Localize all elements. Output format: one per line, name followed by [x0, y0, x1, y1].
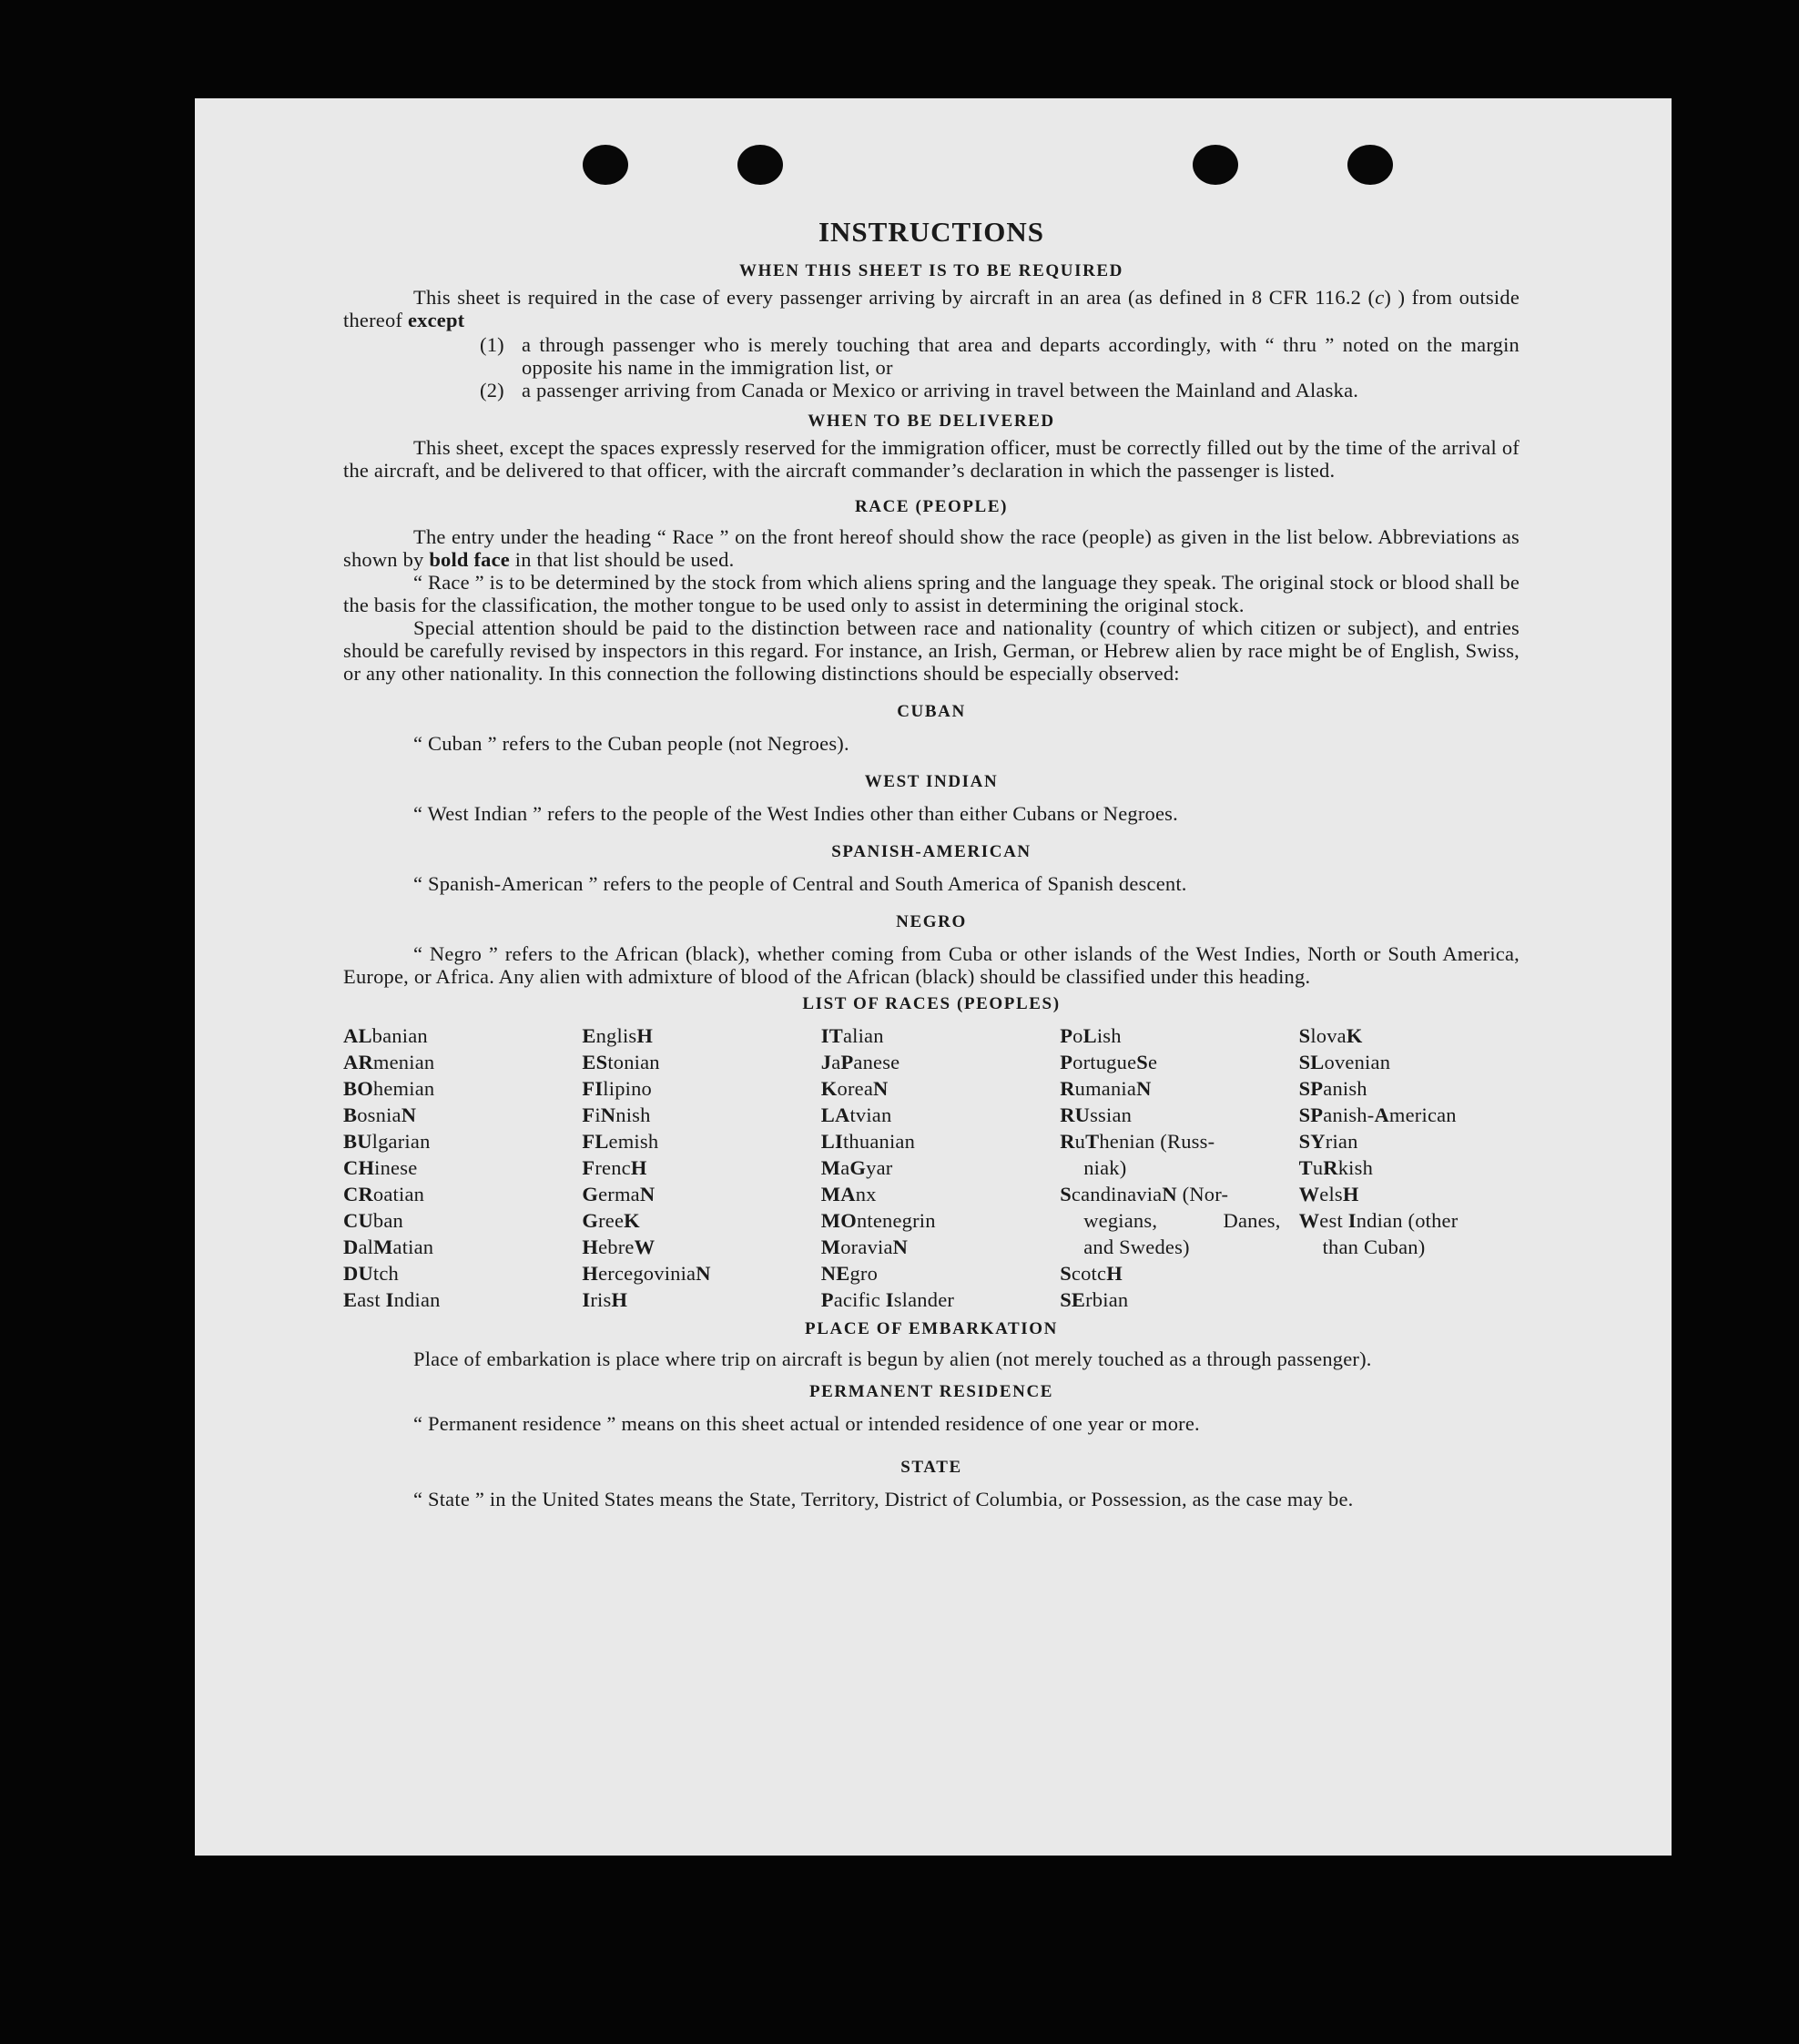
race-entry: TuRkish — [1298, 1156, 1374, 1179]
race-entry: ARmenian — [343, 1051, 435, 1073]
race-entry: ITalian — [820, 1024, 884, 1047]
race-entry-continued: niak) — [1083, 1156, 1127, 1179]
race-entry: East Indian — [343, 1288, 441, 1311]
race-entry: BOhemian — [343, 1077, 435, 1100]
race-entry: EnglisH — [582, 1024, 654, 1047]
race-entry: SlovaK — [1298, 1024, 1363, 1047]
heading-race: RACE (PEOPLE) — [854, 497, 1009, 516]
punch-hole — [583, 145, 628, 185]
race-entry-continued: wegians, Danes, — [1083, 1209, 1281, 1232]
race-entry: GermaN — [582, 1183, 656, 1205]
heading-negro: NEGRO — [896, 912, 967, 931]
race-entry: LAtvian — [820, 1103, 892, 1126]
race-entry: JaPanese — [820, 1051, 900, 1073]
race-entry: RuThenian (Russ- — [1060, 1130, 1215, 1153]
race-entry: LIthuanian — [820, 1130, 916, 1153]
delivered-text: This sheet, except the spaces expressly reserved for the immigration officer, must be correctly filled out by the time of the arrival of the aircraft, and be delivered to that officer, with the aircraft commander’s declaration in which the passenger is listed. — [343, 436, 1519, 482]
heading-spanish-american: SPANISH-AMERICAN — [831, 842, 1032, 861]
race-entry: SYrian — [1298, 1130, 1358, 1153]
race-paragraph-2: “ Race ” is to be determined by the stock from which aliens spring and the language they speak. The original stock or blood shall be the basis for the classification, the mother tongue to be used only to assist in determining the original stock. — [343, 571, 1519, 616]
race-entry: KoreaN — [820, 1077, 889, 1100]
race-entry: MoraviaN — [820, 1236, 909, 1258]
page-title: INSTRUCTIONS — [818, 216, 1044, 248]
race-entry: DUtch — [343, 1262, 399, 1285]
race-entry: BosniaN — [343, 1103, 417, 1126]
race-entry: SErbian — [1060, 1288, 1129, 1311]
race-entry: SPanish — [1298, 1077, 1367, 1100]
item-number: (1) — [480, 333, 504, 356]
races-column — [821, 1022, 1042, 1313]
exception-list — [480, 333, 1519, 402]
race-paragraph-3: Special attention should be paid to the distinction between race and nationality (country of which citizen or subject), and entries should be carefully revised by inspectors in this regard. For instance, an Irish, German, or Hebrew alien by race might be of English, Swiss, or any other nationality. In this connection the following distinctions should be especially observed: — [343, 616, 1519, 685]
races-table — [343, 1022, 1519, 1313]
item-number: (2) — [480, 379, 504, 402]
embarkation-text: Place of embarkation is place where trip on aircraft is begun by alien (not merely touched as a through passenger). — [413, 1347, 1372, 1370]
heading-residence: PERMANENT RESIDENCE — [808, 1382, 1054, 1401]
race-entry: SPanish-American — [1298, 1103, 1457, 1126]
race-entry: IrisH — [582, 1288, 628, 1311]
race-entry: PortugueSe — [1060, 1051, 1158, 1073]
race-entry: WelsH — [1298, 1183, 1359, 1205]
race-paragraph-1: The entry under the heading “ Race ” on the front hereof should show the race (people) as given in the list below. Abbreviations as shown by bold face in that list should be used. — [343, 525, 1519, 571]
punch-hole — [737, 145, 783, 185]
race-entry-continued: than Cuban) — [1322, 1236, 1426, 1258]
race-entry: RUssian — [1060, 1103, 1133, 1126]
exception-item: (2) a passenger arriving from Canada or Mexico or arriving in travel between the Mainland and Alaska. — [480, 379, 1359, 402]
required-intro: This sheet is required in the case of every passenger arriving by aircraft in an area (as defined in 8 CFR 116.2 (c) ) from outside thereof except — [343, 286, 1520, 331]
races-column — [1299, 1022, 1519, 1313]
race-entry: BUlgarian — [343, 1130, 431, 1153]
race-entry: CHinese — [343, 1156, 418, 1179]
exception-item: (1) a through passenger who is merely touching that area and departs accordingly, with “ thru ” noted on the margin opposite his name in the immigration list, or — [480, 333, 1519, 379]
residence-text: “ Permanent residence ” means on this sheet actual or intended residence of one year or more. — [413, 1412, 1200, 1435]
heading-cuban: CUBAN — [897, 702, 966, 721]
race-entry: MOntenegrin — [820, 1209, 936, 1232]
negro-text: “ Negro ” refers to the African (black), whether coming from Cuba or other islands of the West Indies, North or South America, Europe, or Africa. Any alien with admixture of blood of the African (black) should be classified under this heading. — [343, 942, 1519, 988]
race-entry: CRoatian — [343, 1183, 425, 1205]
race-entry: CUban — [343, 1209, 403, 1232]
heading-list-of-races: LIST OF RACES (PEOPLES) — [802, 994, 1061, 1013]
race-entry: MAnx — [820, 1183, 877, 1205]
race-entry: GreeK — [582, 1209, 640, 1232]
race-entry: FLemish — [582, 1130, 659, 1153]
race-entry: ALbanian — [343, 1024, 428, 1047]
instructions-content — [343, 217, 1519, 1510]
heading-embarkation: PLACE OF EMBARKATION — [805, 1319, 1058, 1338]
race-entry: ScandinaviaN (Nor- — [1060, 1183, 1229, 1205]
races-column — [1060, 1022, 1280, 1313]
west-indian-text: “ West Indian ” refers to the people of the West Indies other than either Cubans or Negroes. — [413, 802, 1178, 825]
race-entry: SLovenian — [1298, 1051, 1391, 1073]
race-entry: MaGyar — [820, 1156, 893, 1179]
spanish-american-text: “ Spanish-American ” refers to the people of Central and South America of Spanish descent. — [413, 872, 1187, 895]
race-entry: West Indian (other — [1298, 1209, 1459, 1232]
race-entry: Pacific Islander — [820, 1288, 955, 1311]
race-entry: FrencH — [582, 1156, 647, 1179]
race-entry: PoLish — [1060, 1024, 1122, 1047]
race-entry: FiNnish — [582, 1103, 651, 1126]
race-entry: RumaniaN — [1060, 1077, 1152, 1100]
heading-state: STATE — [900, 1458, 962, 1477]
race-entry: FIlipino — [582, 1077, 653, 1100]
punch-hole — [1347, 145, 1393, 185]
race-entry: NEgro — [820, 1262, 879, 1285]
race-entry: ScotcH — [1060, 1262, 1123, 1285]
race-entry: HercegoviniaN — [582, 1262, 711, 1285]
race-entry: DalMatian — [343, 1236, 434, 1258]
cuban-text: “ Cuban ” refers to the Cuban people (not Negroes). — [413, 732, 849, 755]
heading-delivered: WHEN TO BE DELIVERED — [808, 412, 1055, 431]
heading-west-indian: WEST INDIAN — [864, 772, 999, 791]
race-entry-continued: and Swedes) — [1083, 1236, 1190, 1258]
race-entry: HebreW — [582, 1236, 656, 1258]
punch-hole — [1193, 145, 1238, 185]
races-column — [582, 1022, 802, 1313]
state-text: “ State ” in the United States means the State, Territory, District of Columbia, or Possession, as the case may be. — [413, 1488, 1354, 1510]
race-entry: EStonian — [582, 1051, 660, 1073]
document-page — [195, 98, 1672, 1856]
races-column — [343, 1022, 564, 1313]
heading-required: WHEN THIS SHEET IS TO BE REQUIRED — [738, 261, 1124, 280]
